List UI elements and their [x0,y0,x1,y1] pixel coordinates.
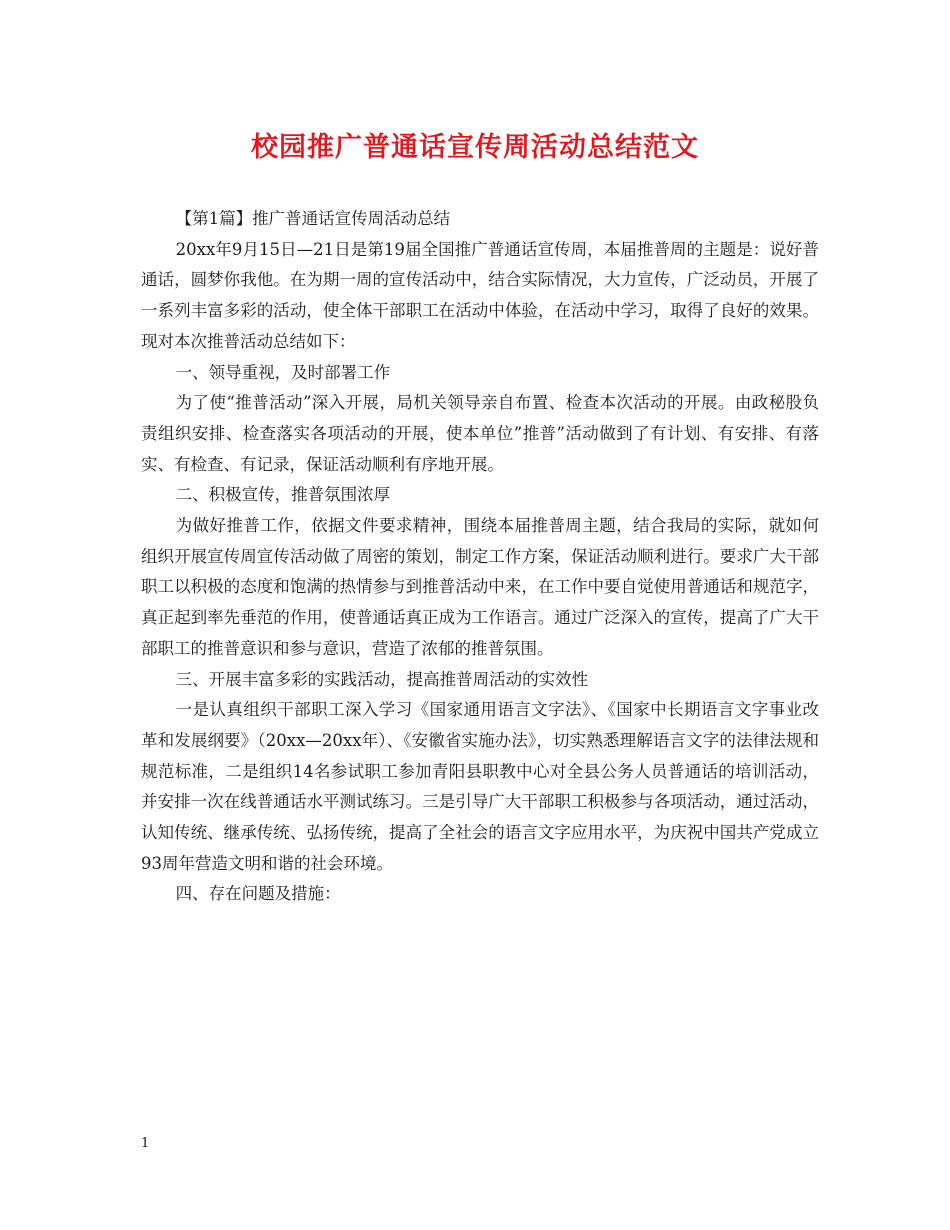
section-heading-2: 二、积极宣传，推普氛围浓厚 [175,485,391,505]
document-title: 校园推广普通话宣传周活动总结范文 [251,132,699,163]
page-number: 1 [141,1136,150,1151]
paragraph-publicity: 为做好推普工作，依据文件要求精神，围绕本届推普周主题，结合我局的实际，就如何组织开展宣传周宣传活动做了周密的策划，制定工作方案，保证活动顺利进行。要求广大干部职工以积极的态度和饱满的热情参与到推普活动中来，在工作中要自觉使用普通话和规范字，真正起到率先垂范的作用，使普通话真正成为工作语言。通过广泛深入的宣传，提高了广大干部职工的推普意识和参与意识，营造了浓郁的推普氛围。 [141,516,819,658]
section-heading-part-1: 【第1篇】推广普通话宣传周活动总结 [175,209,451,228]
document-body [141,204,819,910]
intro-paragraph: 20xx年9月15日—21日是第19届全国推广普通话宣传周，本届推普周的主题是：说好普通话，圆梦你我他。在为期一周的宣传活动中，结合实际情况，大力宣传，广泛动员，开展了一系列丰富多彩的活动，使全体干部职工在活动中体验，在活动中学习，取得了良好的效果。现对本次推普活动总结如下： [141,239,819,351]
section-heading-4: 四、存在问题及措施： [175,884,341,904]
section-heading-3: 三、开展丰富多彩的实践活动，提高推普周活动的实效性 [175,669,589,689]
paragraph-activities: 一是认真组织干部职工深入学习《国家通用语言文字法》、《国家中长期语言文字事业改革和发展纲要》（20xx—20xx年）、《安徽省实施办法》，切实熟悉理解语言文字的法律法规和规范标准，二是组织14名参试职工参加青阳县职教中心对全县公务人员普通话的培训活动，并安排一次在线普通话水平测试练习。三是引导广大干部职工积极参与各项活动，通过活动，认知传统、继承传统、弘扬传统，提高了全社会的语言文字应用水平，为庆祝中国共产党成立93周年营造文明和谐的社会环境。 [141,700,819,873]
paragraph-leadership: 为了使“推普活动”深入开展，局机关领导亲自布置、检查本次活动的开展。由政秘股负责组织安排、检查落实各项活动的开展，使本单位”推普”活动做到了有计划、有安排、有落实、有检查、有记录，保证活动顺利有序地开展。 [141,393,819,474]
section-heading-1: 一、领导重视，及时部署工作 [175,362,391,382]
